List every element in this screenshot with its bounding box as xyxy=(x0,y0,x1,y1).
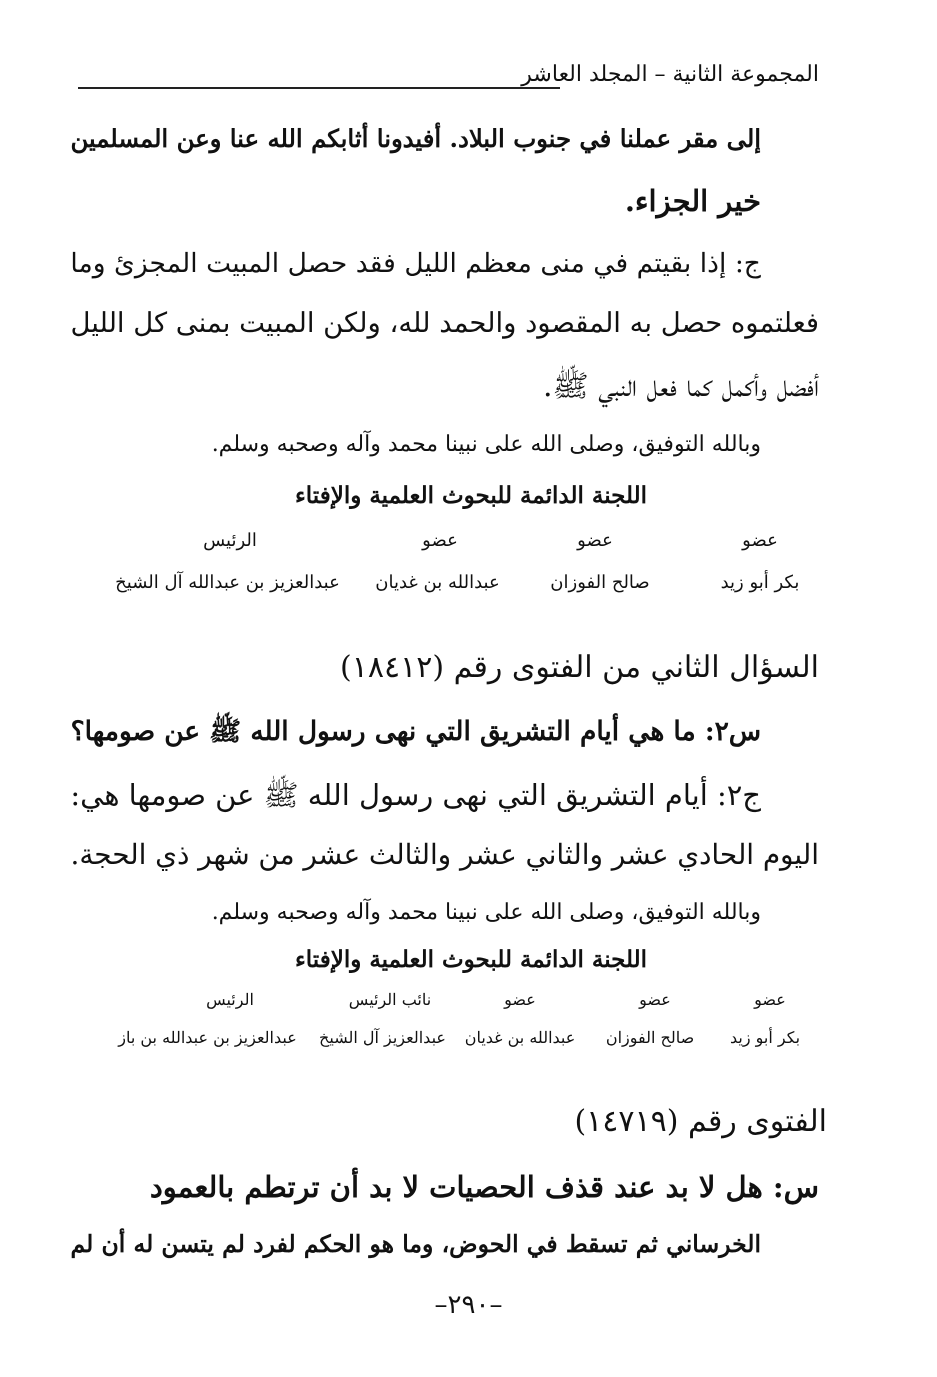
signatory-name: عبدالله بن غديان xyxy=(375,572,500,593)
fatwa-2-heading: السؤال الثاني من الفتوى رقم (١٨٤١٢) xyxy=(340,650,819,685)
question-3-line-1: س: هل لا بد عند قذف الحصيات لا بد أن ترتطم بالعمود xyxy=(149,1170,819,1204)
answer-1-line-3: أفضل وأكمل كما فعل النبي ﷺ. xyxy=(542,369,819,404)
question-3-line-2: الخرساني ثم تسقط في الحوض، وما هو الحكم لفرد لم يتسن له أن لم xyxy=(70,1230,761,1258)
question-2: س٢: ما هي أيام التشريق التي نهى رسول الله ﷺ عن صومها؟ xyxy=(70,716,761,747)
header-rule xyxy=(78,87,560,89)
signature-title: عضو xyxy=(422,530,458,551)
fatwa-3-heading: الفتوى رقم (١٤٧١٩) xyxy=(574,1104,827,1139)
answer-1-line-2: فعلتموه حصل به المقصود والحمد لله، ولكن المبيت بمنى كل الليل xyxy=(70,308,819,339)
closing-formula-1: وبالله التوفيق، وصلى الله على نبينا محمد وآله وصحبه وسلم. xyxy=(211,432,761,457)
signature-title: عضو xyxy=(577,530,613,551)
answer-2-line-1: ج٢: أيام التشريق التي نهى رسول الله ﷺ عن صومها هي: xyxy=(70,778,761,812)
signature-title: عضو xyxy=(742,530,778,551)
signatory-name: صالح الفوزان xyxy=(550,572,650,593)
signatory-name: عبدالله بن غديان xyxy=(464,1028,576,1047)
question-continuation-line-1: إلى مقر عملنا في جنوب البلاد. أفيدونا أثابكم الله عنا وعن المسلمين xyxy=(70,124,761,153)
answer-1-line-1: ج: إذا بقيتم في منى معظم الليل فقد حصل المبيت المجزئ وما xyxy=(70,248,761,279)
signatory-name: صالح الفوزان xyxy=(605,1028,695,1047)
signature-title: عضو xyxy=(754,990,786,1009)
answer-2-line-2: اليوم الحادي عشر والثاني عشر والثالث عشر من شهر ذي الحجة. xyxy=(70,838,819,871)
signatory-name: عبدالعزيز بن عبدالله آل الشيخ xyxy=(115,572,340,593)
signature-title: الرئيس xyxy=(203,530,257,551)
closing-formula-2: وبالله التوفيق، وصلى الله على نبينا محمد وآله وصحبه وسلم. xyxy=(211,900,761,925)
committee-name-2: اللجنة الدائمة للبحوث العلمية والإفتاء xyxy=(294,946,647,973)
page-number: –٢٩٠– xyxy=(434,1290,503,1320)
signatory-name: بكر أبو زيد xyxy=(720,572,800,593)
signatory-name: بكر أبو زيد xyxy=(729,1028,801,1047)
signature-title: الرئيس xyxy=(206,990,254,1009)
question-continuation-line-2: خير الجزاء. xyxy=(624,184,761,218)
signature-title: عضو xyxy=(639,990,671,1009)
running-header: المجموعة الثانية – المجلد العاشر xyxy=(521,62,819,87)
signatory-name: عبدالعزيز آل الشيخ xyxy=(319,1028,446,1047)
signature-title: عضو xyxy=(504,990,536,1009)
committee-name-1: اللجنة الدائمة للبحوث العلمية والإفتاء xyxy=(294,482,647,509)
signature-title: نائب الرئيس xyxy=(348,990,432,1009)
signatory-name: عبدالعزيز بن عبدالله بن باز xyxy=(118,1028,297,1047)
